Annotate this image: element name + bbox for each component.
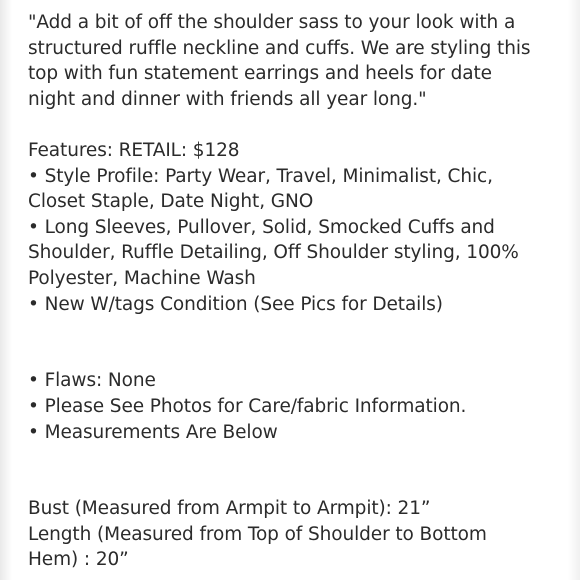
- quote-line: top with fun statement earrings and heels for date: [28, 63, 492, 85]
- quote-line: "Add a bit of off the shoulder sass to your look with a: [28, 12, 516, 33]
- listing-description: [28, 10, 562, 573]
- spacer: [28, 471, 562, 497]
- spacer: [28, 445, 562, 471]
- quote-line: structured ruffle neckline and cuffs. We are styling this: [28, 37, 531, 59]
- quote-line: night and dinner with friends all year long.": [28, 88, 427, 110]
- spacer: [28, 343, 562, 369]
- spacer: [28, 112, 562, 138]
- feature-line: • New W/tags Condition (See Pics for Details): [28, 293, 443, 315]
- note-line: • Flaws: None: [28, 370, 156, 392]
- feature-line: Polyester, Machine Wash: [28, 267, 256, 289]
- note-line: • Measurements Are Below: [28, 421, 278, 443]
- feature-line: Closet Staple, Date Night, GNO: [28, 191, 314, 213]
- note-line: • Please See Photos for Care/fabric Information.: [28, 395, 467, 417]
- feature-line: • Long Sleeves, Pullover, Solid, Smocked Cuffs and: [28, 216, 495, 238]
- measurement-line: Length (Measured from Top of Shoulder to Bottom: [28, 523, 487, 545]
- measurement-line: Hem) : 20”: [28, 549, 129, 571]
- feature-line: • Style Profile: Party Wear, Travel, Minimalist, Chic,: [28, 165, 493, 187]
- features-heading: Features: RETAIL: $128: [28, 139, 240, 161]
- spacer: [28, 317, 562, 343]
- feature-line: Shoulder, Ruffle Detailing, Off Shoulder styling, 100%: [28, 242, 519, 264]
- measurement-line: Bust (Measured from Armpit to Armpit): 21”: [28, 498, 431, 520]
